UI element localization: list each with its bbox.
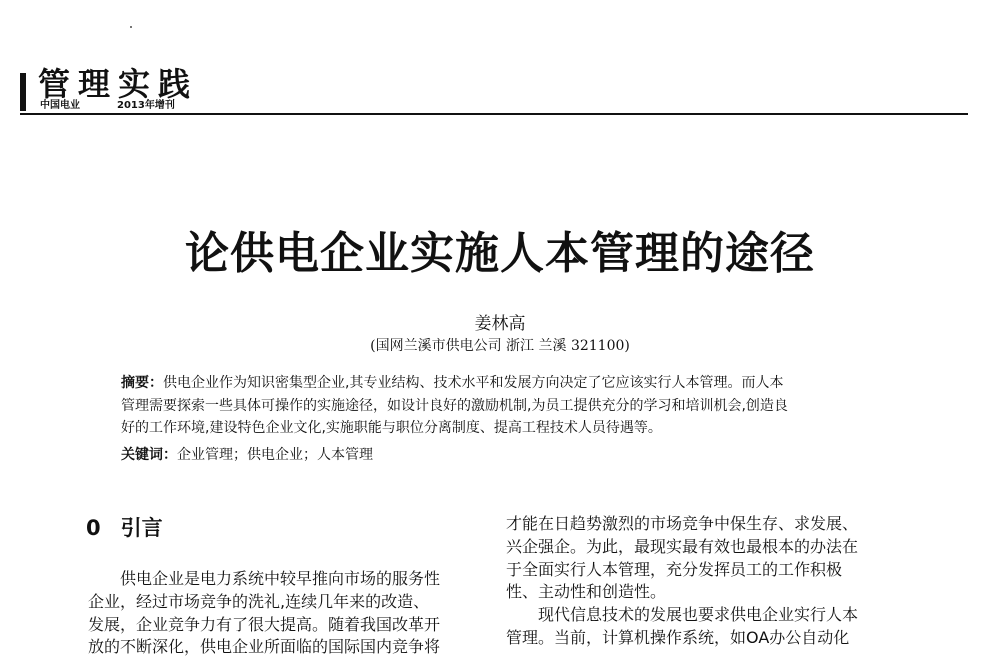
- header-rule: [20, 113, 968, 115]
- column-title: 管理实践: [38, 65, 199, 103]
- keywords: [121, 444, 881, 466]
- body-line: 现代信息技术的发展也要求供电企业实行人本: [538, 605, 859, 625]
- section-number: 0: [86, 516, 101, 540]
- body-column-left: [88, 568, 476, 659]
- abstract-text: 供电企业作为知识密集型企业,其专业结构、技术水平和发展方向决定了它应该实行人本管理。而人本: [163, 375, 784, 391]
- abstract-line: [121, 372, 881, 395]
- paper-title: 论供电企业实施人本管理的途径: [185, 228, 815, 279]
- abstract-line: 管理需要探索一些具体可操作的实施途径，如设计良好的激励机制,为员工提供充分的学习和培训机会,创造良: [121, 397, 788, 414]
- abstract-label: 摘要：: [121, 375, 163, 391]
- body-line: 供电企业是电力系统中较早推向市场的服务性: [120, 569, 441, 588]
- body-line: 放的不断深化，供电企业所面临的国际国内竞争将: [88, 637, 441, 657]
- keywords-text: 企业管理；供电企业；人本管理: [177, 447, 373, 463]
- body-column-right: [506, 513, 896, 650]
- abstract: [121, 372, 881, 440]
- abstract-line: 好的工作环境,建设特色企业文化,实施职能与职位分离制度、提高工程技术人员待遇等。: [121, 420, 662, 436]
- section-title: 引言: [120, 516, 163, 540]
- body-line: 兴企强企。为此，最现实最有效也最根本的办法在: [506, 536, 859, 556]
- body-line: 性、主动性和创造性。: [506, 582, 667, 602]
- body-line: 才能在日趋势激烈的市场竞争中保生存、求发展、: [506, 514, 859, 533]
- journal-name: 中国电业: [40, 100, 80, 111]
- header-bar-mark: [20, 73, 26, 111]
- author-name: 姜林高: [474, 314, 526, 334]
- keywords-label: 关键词：: [121, 447, 177, 463]
- body-line: 于全面实行人本管理，充分发挥员工的工作积极: [506, 559, 843, 579]
- body-line: 管理。当前，计算机操作系统，如OA办公自动化: [506, 627, 850, 647]
- body-line: 发展，企业竞争力有了很大提高。随着我国改革开: [88, 614, 441, 634]
- scan-speck: [130, 26, 132, 28]
- journal-issue: 2013年增刊: [117, 100, 175, 111]
- body-line: 企业，经过市场竞争的洗礼,连续几年来的改造、: [88, 591, 430, 611]
- section-heading: [86, 514, 163, 542]
- author-affiliation: (国网兰溪市供电公司 浙江 兰溪 321100): [370, 338, 630, 354]
